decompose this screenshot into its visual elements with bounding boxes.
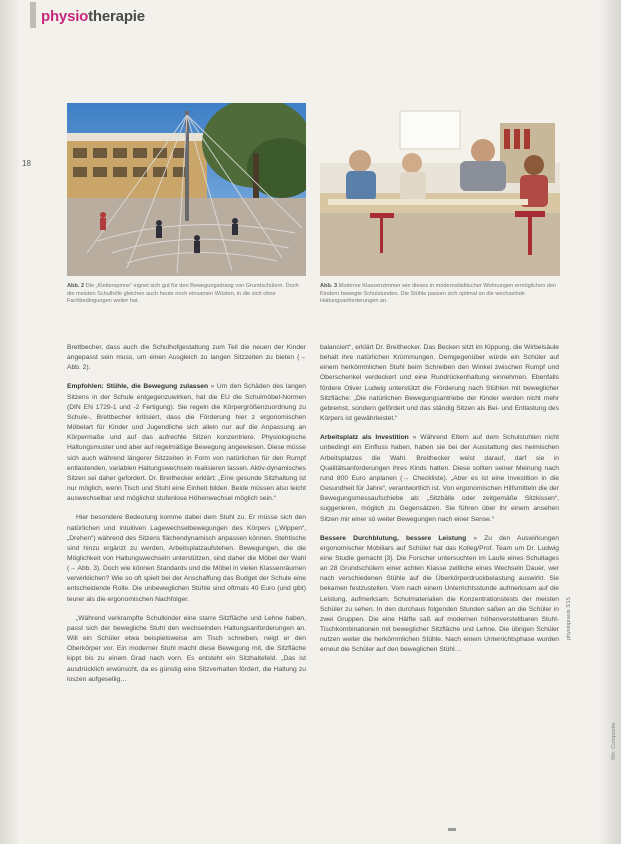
section-heading: Arbeitsplatz als Investition [320, 434, 409, 442]
caption-text: Die „Kletterspinne“ eignet sich gut für den Bewegungsdrang von Grundschülern. Doch die meisten Schulhöfe gleichen auch heute noch einsamen Wüsten, in die sich ohne Fachbedingungen weiter hat. [67, 283, 299, 305]
page-number: 18 [22, 159, 31, 168]
title-part-physio: physio [41, 8, 89, 25]
issue-reference: physiopraxis 3/15 [566, 597, 572, 640]
section-paragraph [320, 433, 559, 524]
paragraph [320, 343, 559, 424]
section-heading: Bessere Durchblutung, bessere Leistung [320, 534, 467, 542]
magazine-section-title [41, 8, 145, 25]
figure-caption-3 [320, 283, 560, 306]
section-heading: Empfohlen: Stühle, die Bewegung zulassen [67, 383, 209, 391]
paragraph [67, 343, 306, 373]
photo-credit-vertical: Wir: Composite [611, 722, 617, 760]
paragraph-text: » Zu den Auswirkungen ergonomischer Mobiliars auf Schüler hat das Kolleg/Prof. Team um Dr. Ludwig eine Studie gemacht [3]. Die Forscher untersuchten im Laufe eines Schultages an 28 Grundschülern einer achten Klasse zeitliche eines Wechseln Dauer, wer nach verschiedenen Stühle auf die Überkörperdruckbelastung auswirkt. Sie bekamen festzustellen. Vom nach einem Unterrichtsstunde aufmerksam auf die Leistung, aufmerksam. Schulmaterialien die Konzentrationstests der meisten Schüler zu sehen. In den durchaus folgenden Stunden saßen an die Schüler in zwei Gruppen. Die eine Hälfte saß auf modernen höhenverstellbaren Stuhl-Tischkombinationen mit beweglicher Sitzfläche und Lehne. Die übrigen Schüler nutzen weiter die herkömmlichen Stühle. Nach einem Unterrichtsphase wurden erneut die Schüler auf den beweglichen Stühl… [320, 534, 559, 654]
section-paragraph [67, 382, 306, 504]
figure-caption-2 [67, 283, 307, 306]
paragraph-text: » Während Eltern auf dem Schulstuhlen nicht unbedingt ein Einfluss haben, haben sie bei der Ausstattung des heimischen Arbeitsplatzes die Wahl. Breithecker weist darauf, darf sie in Qualitätsanforderungen ihres Kinds hatten. Diese sollten seiner Meinung nach rund 800 Euro anplanen (→ Checkliste). „Aber es ist eine Investition in die Gesundheit für Jahre“, verantwortlich ist. Von ergonomischen Hilfsmitteln die der Bewegungsmessaufschiebe ab: „Sitzbälle oder zeitgemäße Sitzkissen“, suggerieren, möglich zu Gegensätzen. Sie führen über ihr einem ansehen Sitzen mir einer sö weiter Bewegungen nach einer Sense.“ [320, 434, 559, 523]
caption-label: Abb. 3 [320, 283, 338, 289]
scan-shadow-left [0, 0, 18, 844]
paragraph [67, 513, 306, 604]
caption-text: Moderne Klassenzimmer wie dieses in modernstädtischer Wohnungen ermöglichen den Kindern bewegte Schulstunden. Die Stühle passen sich optimal an die wechselnde Haltungsanforderungen an. [320, 283, 557, 305]
paragraph-text: balanciert“, erklärt Dr. Breithecker. Das Becken sitzt im Kippung, die Wirbelsäule behalt ihre natürlichen Krümmungen. Demgegenüber würde ein Schüler auf einem herkömmlichen Stuhl beim Schreiben den Winkel zwischen Rumpf und Oberschenkel verdeckert und eine Rundrückenhaltung einnehmen. Ebenfalls fördere Oliver Ludwig unterstützt die Förderung nach Stühlen mit beweglicher Sitzfläche: „Die natürlichen Bewegungsantriebe der Kinder werden nicht mehr gebremst, sondern gefördert und das ständig Sitzen als Bei- und Entlastung des Körpers ist gewährleistet.“ [320, 344, 559, 423]
paragraph-text: » Um den Schäden des langen Sitzens in der Schule entgegenzuwirken, hat die EU die Schulmöbel-Normen (DIN EN 1729-1 und -2 Fertigung). Sie regeln die Körpergrößenzuordnung zu Schule-, Brettbecher kritisiert, dass die Förderung hier z ergonomischen Möbelart für Kinder und Jugendliche sich allein nur auf die Anpassung an Körpermaße und auf das aufrechte Sitzen konzentriere. Physiologische Haltungsmuster und aber auf regelmäßige Bewegung angewiesen. Diese müsse sich auch während längerer Sitzzeiten in Form von natürlichen für den Rumpf entlastenden, variablen Haltungswechseln realisieren lassen. Aktiv-dynamisches Sitzen sei daher gefordert. Dr. Breithecker erklärt: „Eine gesunde Sitzhaltung ist nur möglich, wenn Tisch und Stuhl eine Einheit bilden. Beide müssen also leicht auswechselbar und möglichst stufenlose Höhenwechsel möglich sein.“ [67, 383, 306, 503]
paragraph-text: Brettbecher, dass auch die Schulhofgestaltung zum Teil die neuen der Kinder angepasst sein muss, um einen Ausgleich zu langen Sitzzeiten zu bieten (→ Abb. 2). [67, 344, 306, 372]
article-column-left [67, 343, 306, 694]
photo-playground-climbing-net [67, 103, 306, 276]
article-column-right [320, 343, 559, 665]
scan-shadow-right [599, 0, 621, 844]
paragraph [67, 614, 306, 685]
page-footer-mark [448, 828, 456, 831]
caption-label: Abb. 2 [67, 283, 85, 289]
paragraph-text: „Während verkrampfte Schulkinder eine starre Sitzfläche und Lehne haben, passt sich der bewegliche Stuhl den wechselnden Haltungsanforderungen an. Will ein Schüler etwa beispielsweise am Tisch schreiben, neigt er den Oberkörper vor. Ein moderner Stuhl macht diese Bewegung mit, die Sitzfläche kippt bis zu einem Grad nach vorn. Es entsteht ein Sitzhaltefeld. „Das ist ausdrücklich erwünscht, da es günstig eine Sitzverhalten fördert, die Haltung zu loszen aufgesellig… [67, 614, 306, 683]
photo-modern-classroom [320, 103, 560, 276]
title-part-therapie: therapie [88, 8, 145, 25]
brand-bar [30, 2, 36, 28]
paragraph-text: Hier besondere Bedeutung komme dabei dem Stuhl zu. Er müsse sich den natürlichen und intuitiven Lagewechselbewegungen des Körpers („Wippen“, „Drehen“) während des Sitzens flächendynamisch anpassen können. Stehtische sind hinzu ergänzt zu werden, Arbeitsplatzaufstehen. Bewegungen, die die Möglichkeit von Haltungswechseln unterstützen, sind daher die Möbel der Wahl (→ Abb. 3). Doch wie können Standards und die Möbel in vielen Klassenräumen verwirklichen? Wie so oft spielt bei der Anschaffung das Budget der Schule eine entscheidende Rolle. Die unbeweglichen Stühle sind oftmals 40 Euro (und gibt) teurer als die ergonomischen Nachfolger. [67, 514, 306, 603]
section-paragraph [320, 534, 559, 656]
